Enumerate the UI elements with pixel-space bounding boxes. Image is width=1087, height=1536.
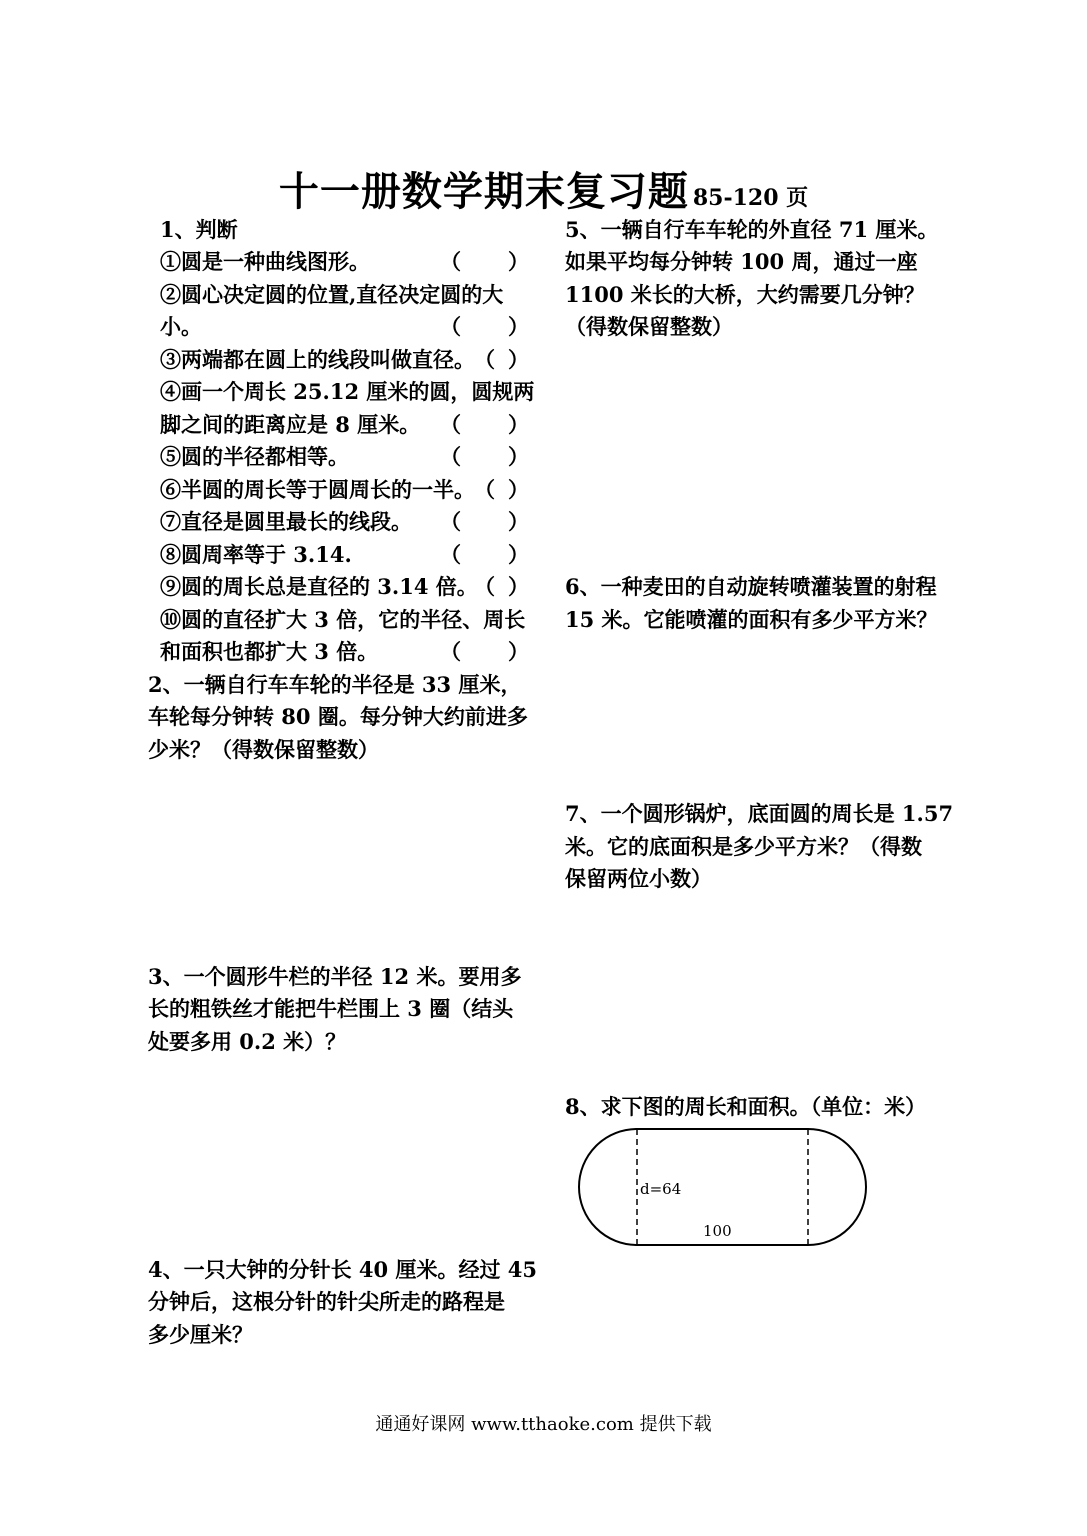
answer-bracket-open[interactable]: （ [474, 574, 495, 599]
track-shape-figure [575, 1120, 875, 1255]
q8-heading: 8、求下图的周长和面积。（单位：米） [565, 1094, 927, 1119]
answer-bracket-close: ） [508, 477, 529, 502]
title-pages: 85-120 页 [692, 185, 809, 211]
q7-line-3: 保留两位小数） [565, 866, 712, 891]
diameter-label: d=64 [640, 1180, 682, 1198]
q7-line-2: 米。它的底面积是多少平方米？（得数 [565, 834, 922, 859]
q3-line-1: 3、一个圆形牛栏的半径 12 米。要用多 [148, 964, 522, 989]
answer-bracket-open[interactable]: （ [474, 347, 495, 372]
q5-line-3: 1100 米长的大桥，大约需要几分钟？ [565, 282, 925, 307]
q3-line-3: 处要多用 0.2 米）？ [148, 1029, 347, 1054]
q5-line-1: 5、一辆自行车车轮的外直径 71 厘米。 [565, 217, 939, 242]
q3-line-2: 长的粗铁丝才能把牛栏围上 3 圈（结头 [148, 996, 514, 1021]
answer-bracket-close: ） [508, 347, 529, 372]
q5-line-4: （得数保留整数） [565, 314, 733, 339]
q2-line-3: 少米？（得数保留整数） [148, 737, 379, 762]
q1-item-6: ⑥半圆的周长等于圆周长的一半。 [160, 477, 475, 502]
length-label: 100 [703, 1222, 732, 1240]
q6-line-2: 15 米。它能喷灌的面积有多少平方米？ [565, 607, 938, 632]
title-main: 十一册数学期末复习题 [278, 168, 689, 215]
answer-bracket-open[interactable]: （ [440, 314, 461, 339]
answer-bracket-close: ） [508, 639, 529, 664]
answer-bracket-open[interactable]: （ [440, 444, 461, 469]
answer-bracket-open[interactable]: （ [440, 639, 461, 664]
q1-item-5: ⑤圆的半径都相等。 [160, 444, 349, 469]
q4-line-2: 分钟后，这根分针的针尖所走的路程是 [148, 1289, 505, 1314]
answer-bracket-close: ） [508, 444, 529, 469]
answer-bracket-close: ） [508, 412, 529, 437]
q4-line-3: 多少厘米？ [148, 1322, 253, 1347]
q2-line-1: 2、一辆自行车车轮的半径是 33 厘米， [148, 672, 522, 697]
answer-bracket-open[interactable]: （ [440, 249, 461, 274]
answer-bracket-open[interactable]: （ [440, 542, 461, 567]
answer-bracket-close: ） [508, 509, 529, 534]
q1-item-7: ⑦直径是圆里最长的线段。 [160, 509, 412, 534]
q6-line-1: 6、一种麦田的自动旋转喷灌装置的射程 [565, 574, 937, 599]
q5-line-2: 如果平均每分钟转 100 周，通过一座 [565, 249, 918, 274]
q1-item-4-cont: 脚之间的距离应是 8 厘米。 [160, 412, 421, 437]
q1-heading: 1、判断 [160, 217, 238, 242]
q1-item-1: ①圆是一种曲线图形。 [160, 249, 370, 274]
page-title [0, 160, 1087, 217]
q1-item-10-cont: 和面积也都扩大 3 倍。 [160, 639, 379, 664]
q2-line-2: 车轮每分钟转 80 圈。每分钟大约前进多 [148, 704, 528, 729]
answer-bracket-close: ） [508, 249, 529, 274]
q4-line-1: 4、一只大钟的分针长 40 厘米。经过 45 [148, 1257, 537, 1282]
q1-item-4: ④画一个周长 25.12 厘米的圆，圆规两 [160, 379, 535, 404]
q1-item-3: ③两端都在圆上的线段叫做直径。 [160, 347, 475, 372]
footer-credit: 通通好课网 www.tthaoke.com 提供下载 [375, 1414, 712, 1435]
answer-bracket-close: ） [508, 542, 529, 567]
answer-bracket-open[interactable]: （ [474, 477, 495, 502]
q1-item-10: ⑩圆的直径扩大 3 倍，它的半径、周长 [160, 607, 526, 632]
answer-bracket-open[interactable]: （ [440, 509, 461, 534]
q1-item-9: ⑨圆的周长总是直径的 3.14 倍。 [160, 574, 478, 599]
q7-line-1: 7、一个圆形锅炉，底面圆的周长是 1.57 [565, 801, 954, 826]
answer-bracket-close: ） [508, 314, 529, 339]
answer-bracket-open[interactable]: （ [440, 412, 461, 437]
answer-bracket-close: ） [508, 574, 529, 599]
q1-item-2: ②圆心决定圆的位置,直径决定圆的大 [160, 282, 504, 307]
q1-item-8: ⑧圆周率等于 3.14. [160, 542, 352, 567]
q1-item-2-cont: 小。 [160, 314, 202, 339]
